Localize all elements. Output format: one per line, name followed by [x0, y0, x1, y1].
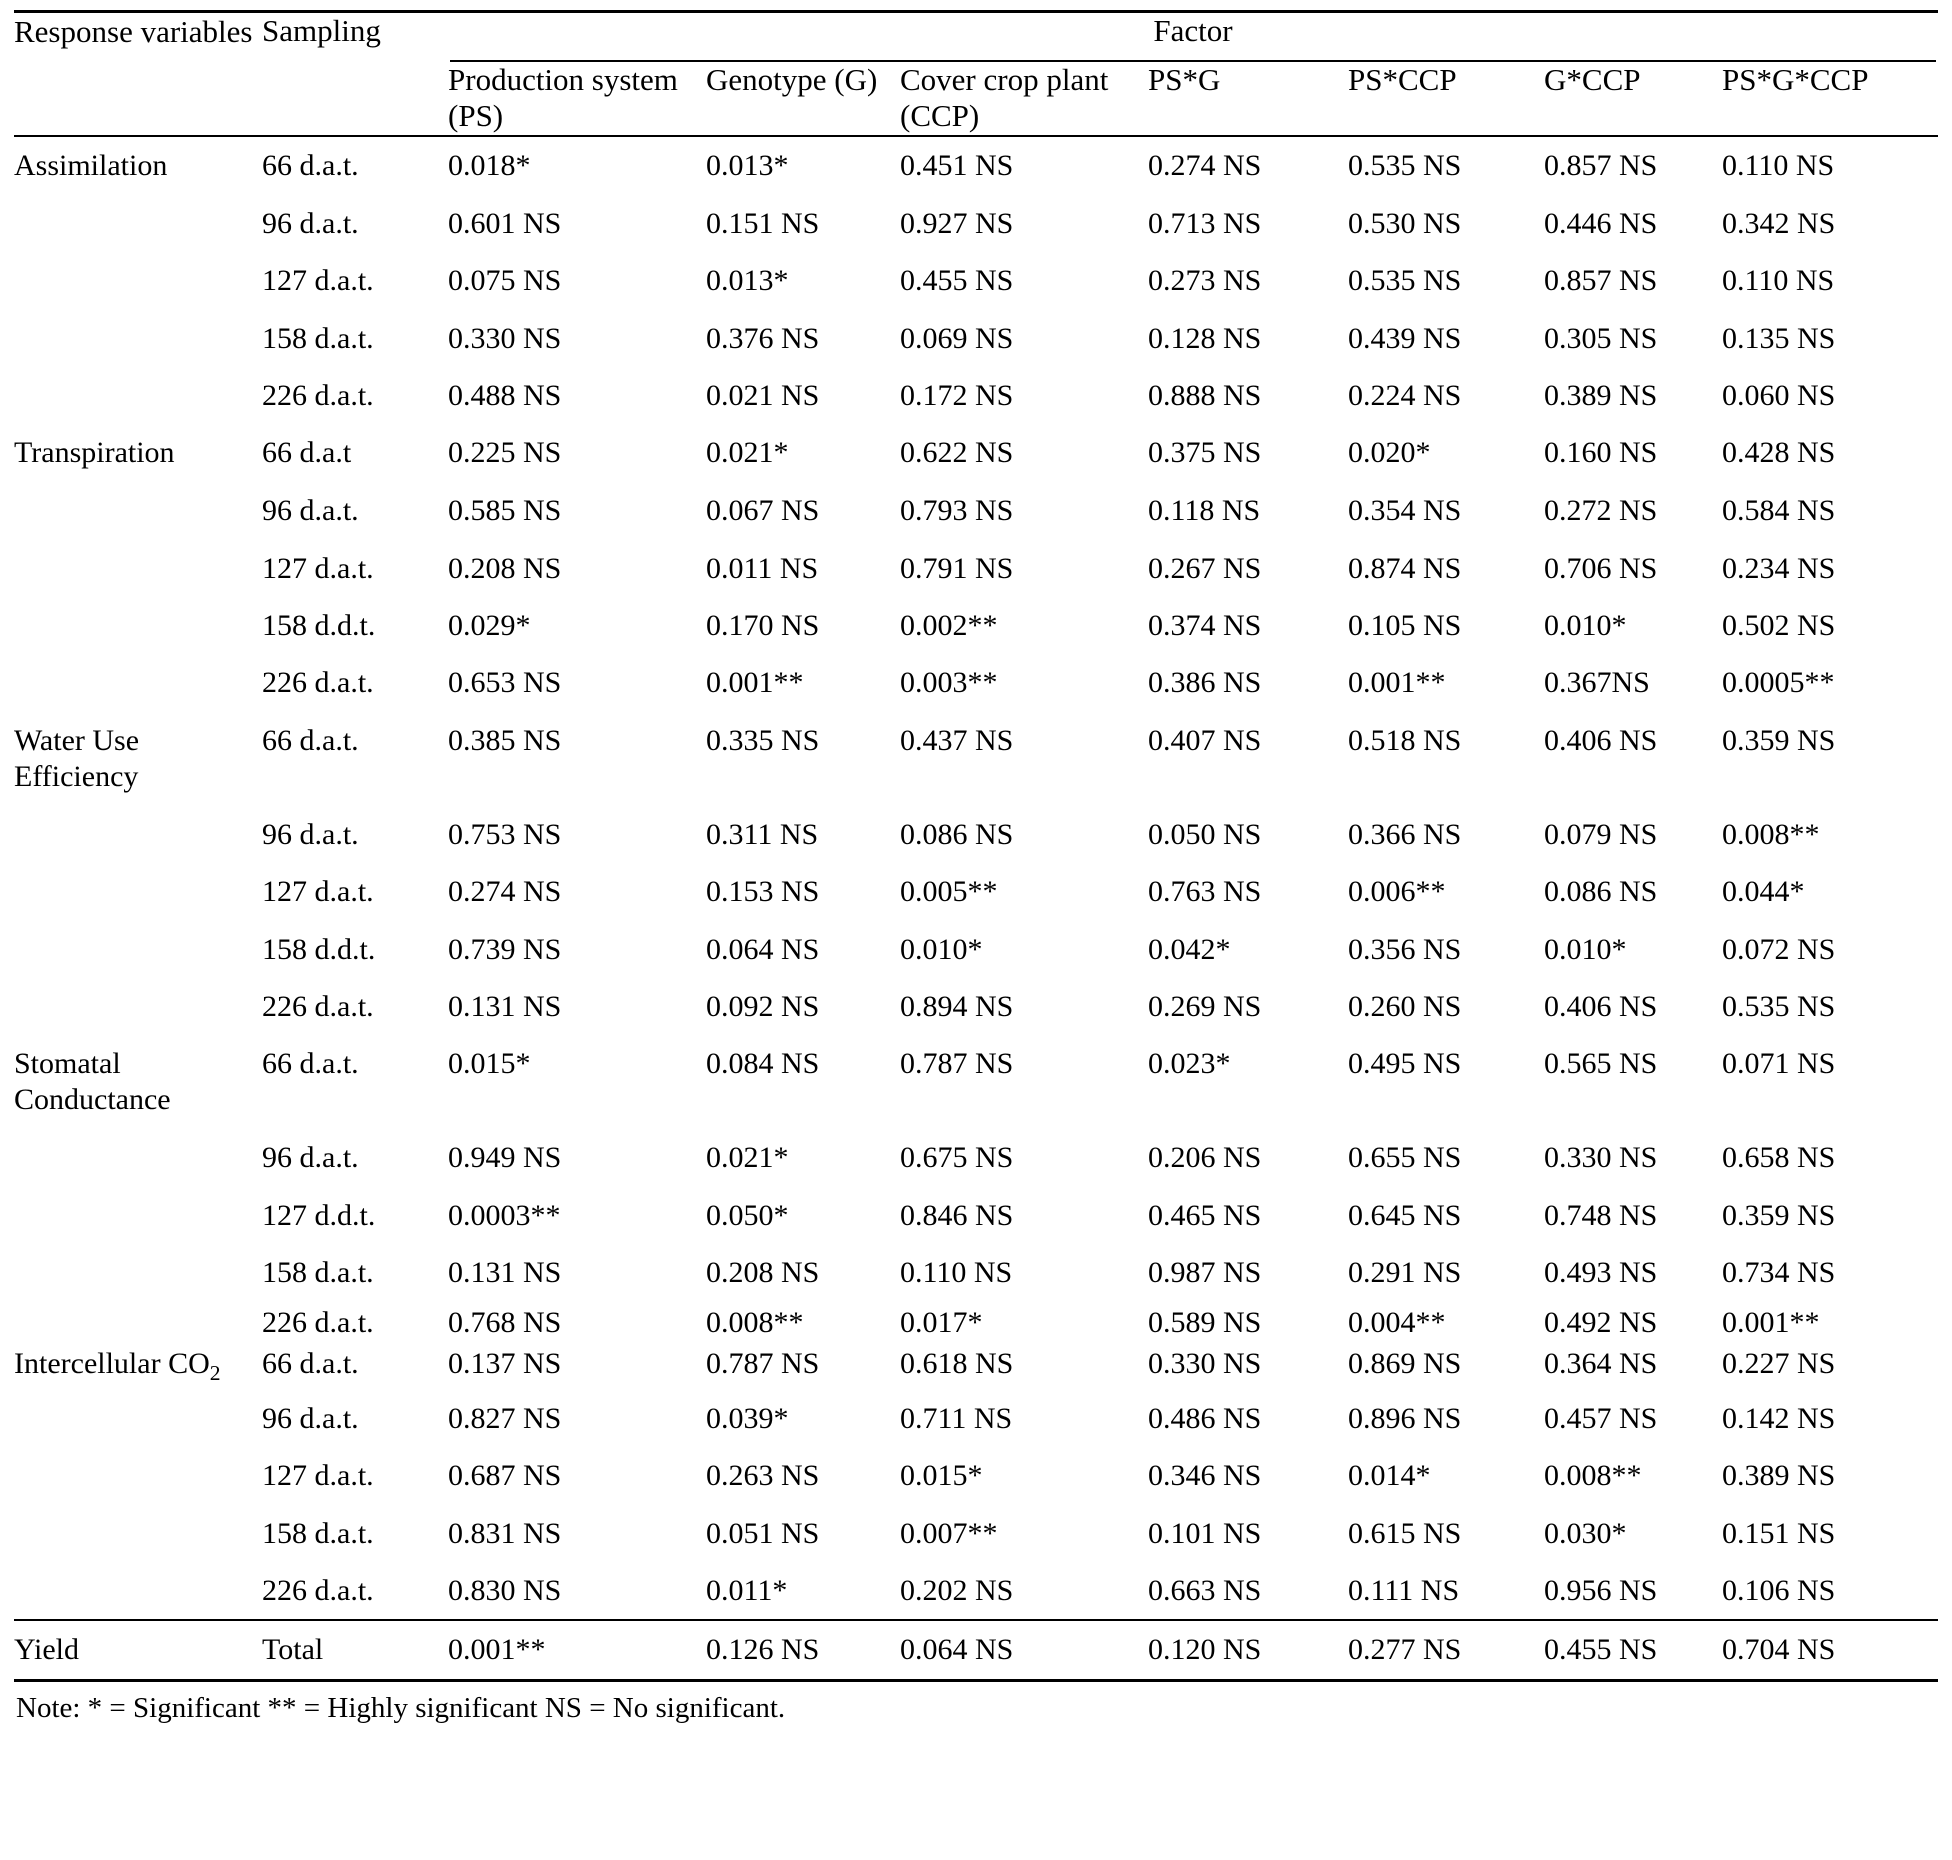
- header-ps-ccp: PS*CCP: [1348, 61, 1457, 97]
- row-ps-g: 0.465 NS: [1148, 1198, 1262, 1232]
- row-ps-g-ccp: 0.584 NS: [1722, 494, 1836, 528]
- row-ps-ccp: 0.535 NS: [1348, 264, 1462, 298]
- row-production-system: 0.131 NS: [448, 990, 562, 1024]
- row-response-variable: [14, 1562, 262, 1620]
- row-genotype: 0.013*: [706, 264, 789, 298]
- row-ps-g: 0.269 NS: [1148, 990, 1262, 1024]
- row-cover-crop-plant: 0.015*: [900, 1459, 983, 1493]
- row-genotype: 0.021 NS: [706, 378, 820, 412]
- row-production-system: 0.488 NS: [448, 378, 562, 412]
- row-ps-ccp: 0.366 NS: [1348, 817, 1462, 851]
- row-cover-crop-plant: 0.675 NS: [900, 1141, 1014, 1175]
- row-ps-ccp: 0.020*: [1348, 436, 1431, 470]
- row-sampling: 226 d.a.t.: [262, 990, 374, 1024]
- row-sampling: 96 d.a.t.: [262, 1141, 359, 1175]
- row-cover-crop-plant: 0.455 NS: [900, 264, 1014, 298]
- row-g-ccp: 0.748 NS: [1544, 1198, 1658, 1232]
- table-body: [14, 136, 1938, 1681]
- row-genotype: 0.126 NS: [706, 1620, 900, 1681]
- row-ps-g: 0.101 NS: [1148, 1516, 1262, 1550]
- header-ps-g: PS*G: [1148, 61, 1221, 97]
- row-production-system: 0.739 NS: [448, 932, 562, 966]
- row-response-variable: [14, 806, 262, 863]
- row-g-ccp: 0.272 NS: [1544, 494, 1658, 528]
- row-response-variable: [14, 921, 262, 978]
- row-sampling: 226 d.a.t.: [262, 1305, 374, 1339]
- row-genotype: 0.064 NS: [706, 932, 820, 966]
- row-response-variable: [14, 1505, 262, 1562]
- row-ps-g-ccp: 0.359 NS: [1722, 1198, 1836, 1232]
- row-g-ccp: 0.305 NS: [1544, 321, 1658, 355]
- row-sampling: 96 d.a.t.: [262, 494, 359, 528]
- table-row: [14, 252, 1938, 309]
- row-g-ccp: 0.086 NS: [1544, 875, 1658, 909]
- table-row: [14, 1447, 1938, 1504]
- table-head: [14, 12, 1938, 136]
- row-response-variable: [14, 1302, 262, 1343]
- row-ps-g-ccp: 0.535 NS: [1722, 990, 1836, 1024]
- row-ps-ccp: 0.277 NS: [1348, 1620, 1544, 1681]
- row-genotype: 0.153 NS: [706, 875, 820, 909]
- table-row: [14, 482, 1938, 539]
- row-response-variable: Assimilation: [14, 136, 262, 195]
- row-production-system: 0.653 NS: [448, 666, 562, 700]
- row-g-ccp: 0.457 NS: [1544, 1401, 1658, 1435]
- header-row-top: [14, 12, 1938, 62]
- row-ps-g: 0.118 NS: [1148, 494, 1261, 528]
- row-ps-g: 0.386 NS: [1148, 666, 1262, 700]
- row-cover-crop-plant: 0.069 NS: [900, 321, 1014, 355]
- row-cover-crop-plant: 0.927 NS: [900, 206, 1014, 240]
- row-g-ccp: 0.706 NS: [1544, 551, 1658, 585]
- header-factor-group: [448, 12, 1938, 62]
- row-genotype: 0.013*: [706, 136, 900, 195]
- row-ps-g: 0.407 NS: [1148, 723, 1262, 757]
- row-genotype: 0.008**: [706, 1305, 804, 1339]
- row-cover-crop-plant: 0.202 NS: [900, 1574, 1014, 1608]
- row-ps-ccp: 0.291 NS: [1348, 1256, 1462, 1290]
- row-cover-crop-plant: 0.793 NS: [900, 494, 1014, 528]
- row-genotype: 0.092 NS: [706, 990, 820, 1024]
- row-cover-crop-plant: 0.791 NS: [900, 551, 1014, 585]
- row-g-ccp: 0.565 NS: [1544, 1047, 1658, 1081]
- row-response-variable: [14, 1390, 262, 1447]
- row-response-variable: Water Use Efficiency: [14, 723, 140, 793]
- row-production-system: 0.601 NS: [448, 206, 562, 240]
- row-ps-g: 0.346 NS: [1148, 1459, 1262, 1493]
- row-response-variable: [14, 978, 262, 1035]
- row-g-ccp: 0.160 NS: [1544, 436, 1658, 470]
- header-genotype: Genotype (G): [706, 61, 878, 97]
- row-production-system: 0.827 NS: [448, 1401, 562, 1435]
- table-row: [14, 654, 1938, 711]
- row-genotype: 0.170 NS: [706, 609, 820, 643]
- row-genotype: 0.787 NS: [706, 1346, 820, 1380]
- row-sampling: 158 d.d.t.: [262, 932, 376, 966]
- row-ps-ccp: 0.014*: [1348, 1459, 1431, 1493]
- factor-underline: [450, 60, 1936, 62]
- row-ps-ccp: 0.874 NS: [1348, 551, 1462, 585]
- row-ps-g-ccp: 0.227 NS: [1722, 1346, 1836, 1380]
- row-genotype: 0.050*: [706, 1198, 789, 1232]
- row-g-ccp: 0.010*: [1544, 609, 1627, 643]
- row-genotype: 0.311 NS: [706, 817, 819, 851]
- table-row: [14, 540, 1938, 597]
- row-g-ccp: 0.030*: [1544, 1516, 1627, 1550]
- row-ps-g: 0.120 NS: [1148, 1620, 1348, 1681]
- row-ps-g: 0.888 NS: [1148, 378, 1262, 412]
- row-sampling: 158 d.a.t.: [262, 321, 374, 355]
- row-production-system: 0.753 NS: [448, 817, 562, 851]
- row-sampling: Total: [262, 1620, 448, 1681]
- table-row: [14, 1620, 1938, 1681]
- row-production-system: 0.274 NS: [448, 875, 562, 909]
- row-ps-g: 0.042*: [1148, 932, 1231, 966]
- row-production-system: 0.075 NS: [448, 264, 562, 298]
- row-genotype: 0.376 NS: [706, 321, 820, 355]
- row-genotype: 0.263 NS: [706, 1459, 820, 1493]
- table-row: [14, 921, 1938, 978]
- row-ps-g-ccp: 0.734 NS: [1722, 1256, 1836, 1290]
- table-row: [14, 195, 1938, 252]
- table-row: [14, 863, 1938, 920]
- row-response-variable: [14, 1447, 262, 1504]
- row-sampling: 96 d.a.t.: [262, 817, 359, 851]
- row-ps-g-ccp: 0.142 NS: [1722, 1401, 1836, 1435]
- row-ps-g: 0.589 NS: [1148, 1305, 1262, 1339]
- table-row: [14, 310, 1938, 367]
- row-g-ccp: 0.857 NS: [1544, 136, 1722, 195]
- anova-pvalue-table: [14, 10, 1938, 1682]
- row-ps-g: 0.050 NS: [1148, 817, 1262, 851]
- row-sampling: 127 d.a.t.: [262, 875, 374, 909]
- row-sampling: 127 d.a.t.: [262, 1459, 374, 1493]
- row-ps-g: 0.374 NS: [1148, 609, 1262, 643]
- row-sampling: 66 d.a.t.: [262, 1047, 359, 1081]
- row-production-system: 0.830 NS: [448, 1574, 562, 1608]
- table-row: [14, 1505, 1938, 1562]
- row-genotype: 0.011*: [706, 1574, 788, 1608]
- row-g-ccp: 0.956 NS: [1544, 1574, 1658, 1608]
- row-g-ccp: 0.455 NS: [1544, 1620, 1722, 1681]
- row-production-system: 0.949 NS: [448, 1141, 562, 1175]
- row-g-ccp: 0.493 NS: [1544, 1256, 1658, 1290]
- row-ps-g-ccp: 0.106 NS: [1722, 1574, 1836, 1608]
- row-ps-g: 0.987 NS: [1148, 1256, 1262, 1290]
- row-cover-crop-plant: 0.711 NS: [900, 1401, 1013, 1435]
- row-sampling: 127 d.d.t.: [262, 1198, 376, 1232]
- row-ps-g: 0.330 NS: [1148, 1346, 1262, 1380]
- header-factor-label: Factor: [1153, 13, 1233, 48]
- row-g-ccp: 0.079 NS: [1544, 817, 1658, 851]
- row-ps-g: 0.273 NS: [1148, 264, 1262, 298]
- table-row: [14, 1187, 1938, 1244]
- row-ps-ccp: 0.535 NS: [1348, 136, 1544, 195]
- row-ps-ccp: 0.224 NS: [1348, 378, 1462, 412]
- row-ps-g-ccp: 0.0005**: [1722, 666, 1835, 700]
- row-production-system: 0.225 NS: [448, 436, 562, 470]
- header-g-ccp: G*CCP: [1544, 61, 1641, 97]
- table-note: Note: * = Significant ** = Highly significant NS = No significant.: [16, 1692, 786, 1725]
- row-response-variable: Yield: [14, 1620, 262, 1681]
- row-ps-g: 0.763 NS: [1148, 875, 1262, 909]
- row-g-ccp: 0.008**: [1544, 1459, 1642, 1493]
- row-cover-crop-plant: 0.172 NS: [900, 378, 1014, 412]
- row-cover-crop-plant: 0.003**: [900, 666, 998, 700]
- row-response-variable: [14, 367, 262, 424]
- row-ps-ccp: 0.260 NS: [1348, 990, 1462, 1024]
- row-ps-g-ccp: 0.072 NS: [1722, 932, 1836, 966]
- row-g-ccp: 0.367NS: [1544, 666, 1650, 700]
- row-cover-crop-plant: 0.110 NS: [900, 1256, 1013, 1290]
- row-sampling: 66 d.a.t.: [262, 136, 448, 195]
- row-g-ccp: 0.446 NS: [1544, 206, 1658, 240]
- row-sampling: 127 d.a.t.: [262, 551, 374, 585]
- row-production-system: 0.137 NS: [448, 1346, 562, 1380]
- row-genotype: 0.021*: [706, 1141, 789, 1175]
- row-response-variable: [14, 863, 262, 920]
- row-g-ccp: 0.364 NS: [1544, 1346, 1658, 1380]
- row-genotype: 0.084 NS: [706, 1047, 820, 1081]
- row-cover-crop-plant: 0.007**: [900, 1516, 998, 1550]
- row-genotype: 0.067 NS: [706, 494, 820, 528]
- row-ps-ccp: 0.004**: [1348, 1305, 1446, 1339]
- row-g-ccp: 0.010*: [1544, 932, 1627, 966]
- row-ps-g: 0.486 NS: [1148, 1401, 1262, 1435]
- table-row: [14, 978, 1938, 1035]
- row-ps-g-ccp: 0.001**: [1722, 1305, 1820, 1339]
- row-ps-g-ccp: 0.234 NS: [1722, 551, 1836, 585]
- row-ps-g-ccp: 0.342 NS: [1722, 206, 1836, 240]
- row-production-system: 0.131 NS: [448, 1256, 562, 1290]
- row-ps-ccp: 0.439 NS: [1348, 321, 1462, 355]
- header-production-system: Production system (PS): [448, 61, 678, 134]
- row-production-system: 0.029*: [448, 609, 531, 643]
- row-cover-crop-plant: 0.064 NS: [900, 1620, 1148, 1681]
- row-response-variable: [14, 482, 262, 539]
- row-sampling: 226 d.a.t.: [262, 1574, 374, 1608]
- row-production-system: 0.831 NS: [448, 1516, 562, 1550]
- row-ps-g-ccp: 0.071 NS: [1722, 1047, 1836, 1081]
- row-cover-crop-plant: 0.618 NS: [900, 1346, 1014, 1380]
- row-response-variable: [14, 310, 262, 367]
- table-row: [14, 806, 1938, 863]
- table-row: [14, 597, 1938, 654]
- row-sampling: 66 d.a.t: [262, 436, 352, 470]
- row-ps-ccp: 0.495 NS: [1348, 1047, 1462, 1081]
- row-response-variable: Stomatal Conductance: [14, 1047, 171, 1117]
- row-cover-crop-plant: 0.787 NS: [900, 1047, 1014, 1081]
- row-ps-ccp: 0.869 NS: [1348, 1346, 1462, 1380]
- header-sampling: Sampling: [262, 12, 448, 136]
- row-sampling: 158 d.a.t.: [262, 1256, 374, 1290]
- row-ps-g: 0.023*: [1148, 1047, 1231, 1081]
- table-row: [14, 1035, 1938, 1129]
- row-production-system: 0.015*: [448, 1047, 531, 1081]
- row-ps-g-ccp: 0.359 NS: [1722, 723, 1836, 757]
- row-response-variable: Intercellular $CO_2$: [14, 1346, 221, 1385]
- row-ps-ccp: 0.111 NS: [1348, 1574, 1460, 1608]
- row-ps-ccp: 0.105 NS: [1348, 609, 1462, 643]
- table-row: [14, 1562, 1938, 1620]
- table-row: [14, 424, 1938, 482]
- row-cover-crop-plant: 0.017*: [900, 1305, 983, 1339]
- row-production-system: 0.768 NS: [448, 1305, 562, 1339]
- row-ps-g-ccp: 0.044*: [1722, 875, 1805, 909]
- row-genotype: 0.021*: [706, 436, 789, 470]
- table-row: [14, 712, 1938, 806]
- row-production-system: 0.687 NS: [448, 1459, 562, 1493]
- row-ps-g-ccp: 0.110 NS: [1722, 136, 1938, 195]
- row-production-system: 0.0003**: [448, 1198, 561, 1232]
- row-cover-crop-plant: 0.010*: [900, 932, 983, 966]
- row-ps-g-ccp: 0.502 NS: [1722, 609, 1836, 643]
- row-cover-crop-plant: 0.086 NS: [900, 817, 1014, 851]
- row-ps-g-ccp: 0.151 NS: [1722, 1516, 1836, 1550]
- row-sampling: 158 d.d.t.: [262, 609, 376, 643]
- table-row: [14, 1343, 1938, 1390]
- row-ps-ccp: 0.655 NS: [1348, 1141, 1462, 1175]
- row-ps-ccp: 0.645 NS: [1348, 1198, 1462, 1232]
- row-sampling: 127 d.a.t.: [262, 264, 374, 298]
- row-g-ccp: 0.330 NS: [1544, 1141, 1658, 1175]
- table-row: [14, 1302, 1938, 1343]
- row-cover-crop-plant: 0.451 NS: [900, 136, 1148, 195]
- row-g-ccp: 0.406 NS: [1544, 723, 1658, 757]
- row-ps-g: 0.206 NS: [1148, 1141, 1262, 1175]
- row-sampling: 66 d.a.t.: [262, 1346, 359, 1380]
- row-ps-g-ccp: 0.704 NS: [1722, 1620, 1938, 1681]
- row-production-system: 0.208 NS: [448, 551, 562, 585]
- row-cover-crop-plant: 0.894 NS: [900, 990, 1014, 1024]
- row-response-variable: [14, 597, 262, 654]
- row-response-variable: [14, 1244, 262, 1301]
- row-ps-g: 0.267 NS: [1148, 551, 1262, 585]
- row-ps-ccp: 0.530 NS: [1348, 206, 1462, 240]
- row-ps-ccp: 0.354 NS: [1348, 494, 1462, 528]
- row-ps-g-ccp: 0.389 NS: [1722, 1459, 1836, 1493]
- row-g-ccp: 0.857 NS: [1544, 264, 1658, 298]
- row-ps-g-ccp: 0.428 NS: [1722, 436, 1836, 470]
- row-ps-ccp: 0.006**: [1348, 875, 1446, 909]
- header-cover-crop-plant: Cover crop plant (CCP): [900, 61, 1109, 134]
- row-response-variable: [14, 654, 262, 711]
- row-sampling: 66 d.a.t.: [262, 723, 359, 757]
- table-row: [14, 136, 1938, 195]
- row-production-system: 0.330 NS: [448, 321, 562, 355]
- row-production-system: 0.001**: [448, 1620, 706, 1681]
- row-cover-crop-plant: 0.437 NS: [900, 723, 1014, 757]
- row-production-system: 0.385 NS: [448, 723, 562, 757]
- row-sampling: 96 d.a.t.: [262, 1401, 359, 1435]
- row-response-variable: [14, 540, 262, 597]
- row-genotype: 0.051 NS: [706, 1516, 820, 1550]
- row-sampling: 226 d.a.t.: [262, 666, 374, 700]
- row-sampling: 96 d.a.t.: [262, 206, 359, 240]
- row-response-variable: [14, 252, 262, 309]
- row-cover-crop-plant: 0.002**: [900, 609, 998, 643]
- row-g-ccp: 0.389 NS: [1544, 378, 1658, 412]
- row-genotype: 0.001**: [706, 666, 804, 700]
- row-ps-g-ccp: 0.135 NS: [1722, 321, 1836, 355]
- header-ps-g-ccp: PS*G*CCP: [1722, 61, 1869, 97]
- row-genotype: 0.039*: [706, 1401, 789, 1435]
- row-genotype: 0.151 NS: [706, 206, 820, 240]
- row-response-variable: Transpiration: [14, 436, 175, 470]
- row-genotype: 0.011 NS: [706, 551, 819, 585]
- row-ps-ccp: 0.356 NS: [1348, 932, 1462, 966]
- row-response-variable: [14, 1187, 262, 1244]
- row-genotype: 0.208 NS: [706, 1256, 820, 1290]
- table-row: [14, 1390, 1938, 1447]
- row-cover-crop-plant: 0.622 NS: [900, 436, 1014, 470]
- row-ps-ccp: 0.518 NS: [1348, 723, 1462, 757]
- row-ps-g-ccp: 0.060 NS: [1722, 378, 1836, 412]
- row-ps-g-ccp: 0.658 NS: [1722, 1141, 1836, 1175]
- table-row: [14, 1244, 1938, 1301]
- row-g-ccp: 0.492 NS: [1544, 1305, 1658, 1339]
- row-response-variable: [14, 1129, 262, 1186]
- row-ps-g: 0.663 NS: [1148, 1574, 1262, 1608]
- row-production-system: 0.585 NS: [448, 494, 562, 528]
- row-genotype: 0.335 NS: [706, 723, 820, 757]
- header-response-variables: Response variables: [14, 12, 262, 136]
- row-ps-ccp: 0.001**: [1348, 666, 1446, 700]
- row-ps-g: 0.375 NS: [1148, 436, 1262, 470]
- row-sampling: 226 d.a.t.: [262, 378, 374, 412]
- table-row: [14, 1129, 1938, 1186]
- row-ps-g-ccp: 0.110 NS: [1722, 264, 1835, 298]
- row-cover-crop-plant: 0.005**: [900, 875, 998, 909]
- row-g-ccp: 0.406 NS: [1544, 990, 1658, 1024]
- row-response-variable: [14, 195, 262, 252]
- row-ps-g-ccp: 0.008**: [1722, 817, 1820, 851]
- row-production-system: 0.018*: [448, 136, 706, 195]
- table-row: [14, 367, 1938, 424]
- row-ps-g: 0.128 NS: [1148, 321, 1262, 355]
- row-cover-crop-plant: 0.846 NS: [900, 1198, 1014, 1232]
- row-ps-g: 0.713 NS: [1148, 206, 1262, 240]
- row-ps-g: 0.274 NS: [1148, 136, 1348, 195]
- row-ps-ccp: 0.615 NS: [1348, 1516, 1462, 1550]
- row-sampling: 158 d.a.t.: [262, 1516, 374, 1550]
- row-ps-ccp: 0.896 NS: [1348, 1401, 1462, 1435]
